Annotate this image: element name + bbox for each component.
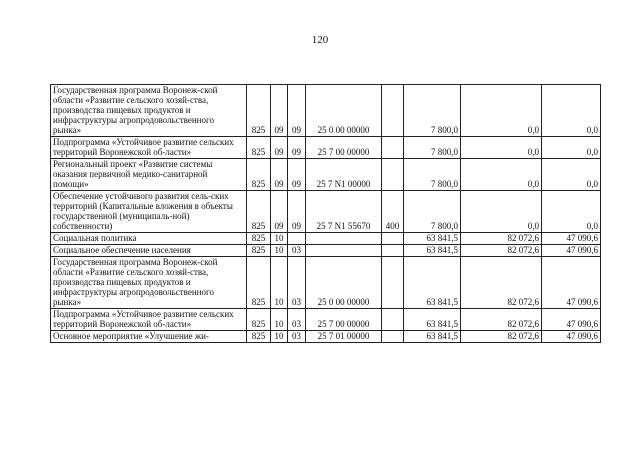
grbs-cell: 825 xyxy=(247,191,271,233)
subsection-cell: 03 xyxy=(288,331,306,343)
amount-year2-cell: 82 072,6 xyxy=(461,257,542,309)
target-article-cell xyxy=(306,233,382,245)
expense-type-cell xyxy=(382,233,404,245)
page-number: 120 xyxy=(311,34,329,46)
grbs-cell: 825 xyxy=(247,137,271,159)
section-cell: 10 xyxy=(271,309,288,331)
expense-type-cell xyxy=(382,257,404,309)
amount-year1-cell: 63 841,5 xyxy=(404,257,461,309)
expense-type-cell xyxy=(382,137,404,159)
amount-year3-cell: 47 090,6 xyxy=(542,245,601,257)
target-article-cell: 25 7 01 00000 xyxy=(306,331,382,343)
section-cell: 10 xyxy=(271,233,288,245)
amount-year3-cell: 0,0 xyxy=(542,137,601,159)
expense-type-cell: 400 xyxy=(382,191,404,233)
amount-year2-cell: 82 072,6 xyxy=(461,331,542,343)
expense-type-cell xyxy=(382,85,404,137)
amount-year3-cell: 47 090,6 xyxy=(542,309,601,331)
amount-year3-cell: 0,0 xyxy=(542,159,601,191)
target-article-cell: 25 7 N1 00000 xyxy=(306,159,382,191)
grbs-cell: 825 xyxy=(247,309,271,331)
amount-year1-cell: 7 800,0 xyxy=(404,85,461,137)
table-row xyxy=(51,137,601,159)
subsection-cell xyxy=(288,233,306,245)
target-article-cell: 25 7 00 00000 xyxy=(306,137,382,159)
row-name-cell: Подпрограмма «Устойчивое развитие сельских территорий Воронежской об-ласти» xyxy=(51,309,247,331)
amount-year1-cell: 7 800,0 xyxy=(404,159,461,191)
subsection-cell: 03 xyxy=(288,245,306,257)
table-row xyxy=(51,159,601,191)
row-name-cell: Государственная программа Воронеж-ской области «Развитие сельского хозяй-ства, производства пищевых продуктов и инфраструктуры агропродовольственного рынка» xyxy=(51,85,247,137)
table-row xyxy=(51,233,601,245)
amount-year3-cell: 0,0 xyxy=(542,85,601,137)
row-name-cell: Социальная политика xyxy=(51,233,247,245)
section-cell: 09 xyxy=(271,191,288,233)
section-cell: 10 xyxy=(271,331,288,343)
grbs-cell: 825 xyxy=(247,331,271,343)
row-name-cell: Обеспечение устойчивого развития сель-ских территорий (Капитальные вложения в объекты государственной (муниципаль-ной) собственности) xyxy=(51,191,247,233)
amount-year2-cell: 82 072,6 xyxy=(461,233,542,245)
target-article-cell xyxy=(306,245,382,257)
grbs-cell: 825 xyxy=(247,257,271,309)
amount-year2-cell: 0,0 xyxy=(461,159,542,191)
grbs-cell: 825 xyxy=(247,233,271,245)
expense-type-cell xyxy=(382,245,404,257)
amount-year2-cell: 82 072,6 xyxy=(461,245,542,257)
section-cell: 09 xyxy=(271,159,288,191)
target-article-cell: 25 0 00 00000 xyxy=(306,257,382,309)
amount-year1-cell: 7 800,0 xyxy=(404,137,461,159)
row-name-cell: Основное мероприятие «Улучшение жи- xyxy=(51,331,247,343)
amount-year1-cell: 63 841,5 xyxy=(404,331,461,343)
amount-year3-cell: 47 090,6 xyxy=(542,233,601,245)
section-cell: 10 xyxy=(271,257,288,309)
row-name-cell: Государственная программа Воронеж-ской области «Развитие сельского хозяй-ства, производства пищевых продуктов и инфраструктуры агропродовольственного рынка» xyxy=(51,257,247,309)
amount-year2-cell: 0,0 xyxy=(461,191,542,233)
table-row xyxy=(51,309,601,331)
expense-type-cell xyxy=(382,309,404,331)
amount-year2-cell: 0,0 xyxy=(461,85,542,137)
amount-year1-cell: 63 841,5 xyxy=(404,309,461,331)
subsection-cell: 03 xyxy=(288,257,306,309)
subsection-cell: 09 xyxy=(288,191,306,233)
table-row xyxy=(51,85,601,137)
amount-year2-cell: 82 072,6 xyxy=(461,309,542,331)
section-cell: 10 xyxy=(271,245,288,257)
target-article-cell: 25 7 00 00000 xyxy=(306,309,382,331)
target-article-cell: 25 7 N1 55670 xyxy=(306,191,382,233)
row-name-cell: Подпрограмма «Устойчивое развитие сельских территорий Воронежской об-ласти» xyxy=(51,137,247,159)
row-name-cell: Социальное обеспечение населения xyxy=(51,245,247,257)
expense-type-cell xyxy=(382,159,404,191)
subsection-cell: 09 xyxy=(288,159,306,191)
amount-year3-cell: 47 090,6 xyxy=(542,257,601,309)
grbs-cell: 825 xyxy=(247,245,271,257)
amount-year3-cell: 0,0 xyxy=(542,191,601,233)
grbs-cell: 825 xyxy=(247,159,271,191)
amount-year2-cell: 0,0 xyxy=(461,137,542,159)
amount-year3-cell: 47 090,6 xyxy=(542,331,601,343)
table-row xyxy=(51,191,601,233)
budget-table xyxy=(50,84,601,343)
expense-type-cell xyxy=(382,331,404,343)
section-cell: 09 xyxy=(271,137,288,159)
amount-year1-cell: 63 841,5 xyxy=(404,233,461,245)
table-row xyxy=(51,245,601,257)
subsection-cell: 03 xyxy=(288,309,306,331)
subsection-cell: 09 xyxy=(288,85,306,137)
row-name-cell: Региональный проект «Развитие системы оказания первичной медико-санитарной помощи» xyxy=(51,159,247,191)
target-article-cell: 25 0 00 00000 xyxy=(306,85,382,137)
amount-year1-cell: 7 800,0 xyxy=(404,191,461,233)
subsection-cell: 09 xyxy=(288,137,306,159)
table-row xyxy=(51,257,601,309)
section-cell: 09 xyxy=(271,85,288,137)
grbs-cell: 825 xyxy=(247,85,271,137)
table-row xyxy=(51,331,601,343)
amount-year1-cell: 63 841,5 xyxy=(404,245,461,257)
